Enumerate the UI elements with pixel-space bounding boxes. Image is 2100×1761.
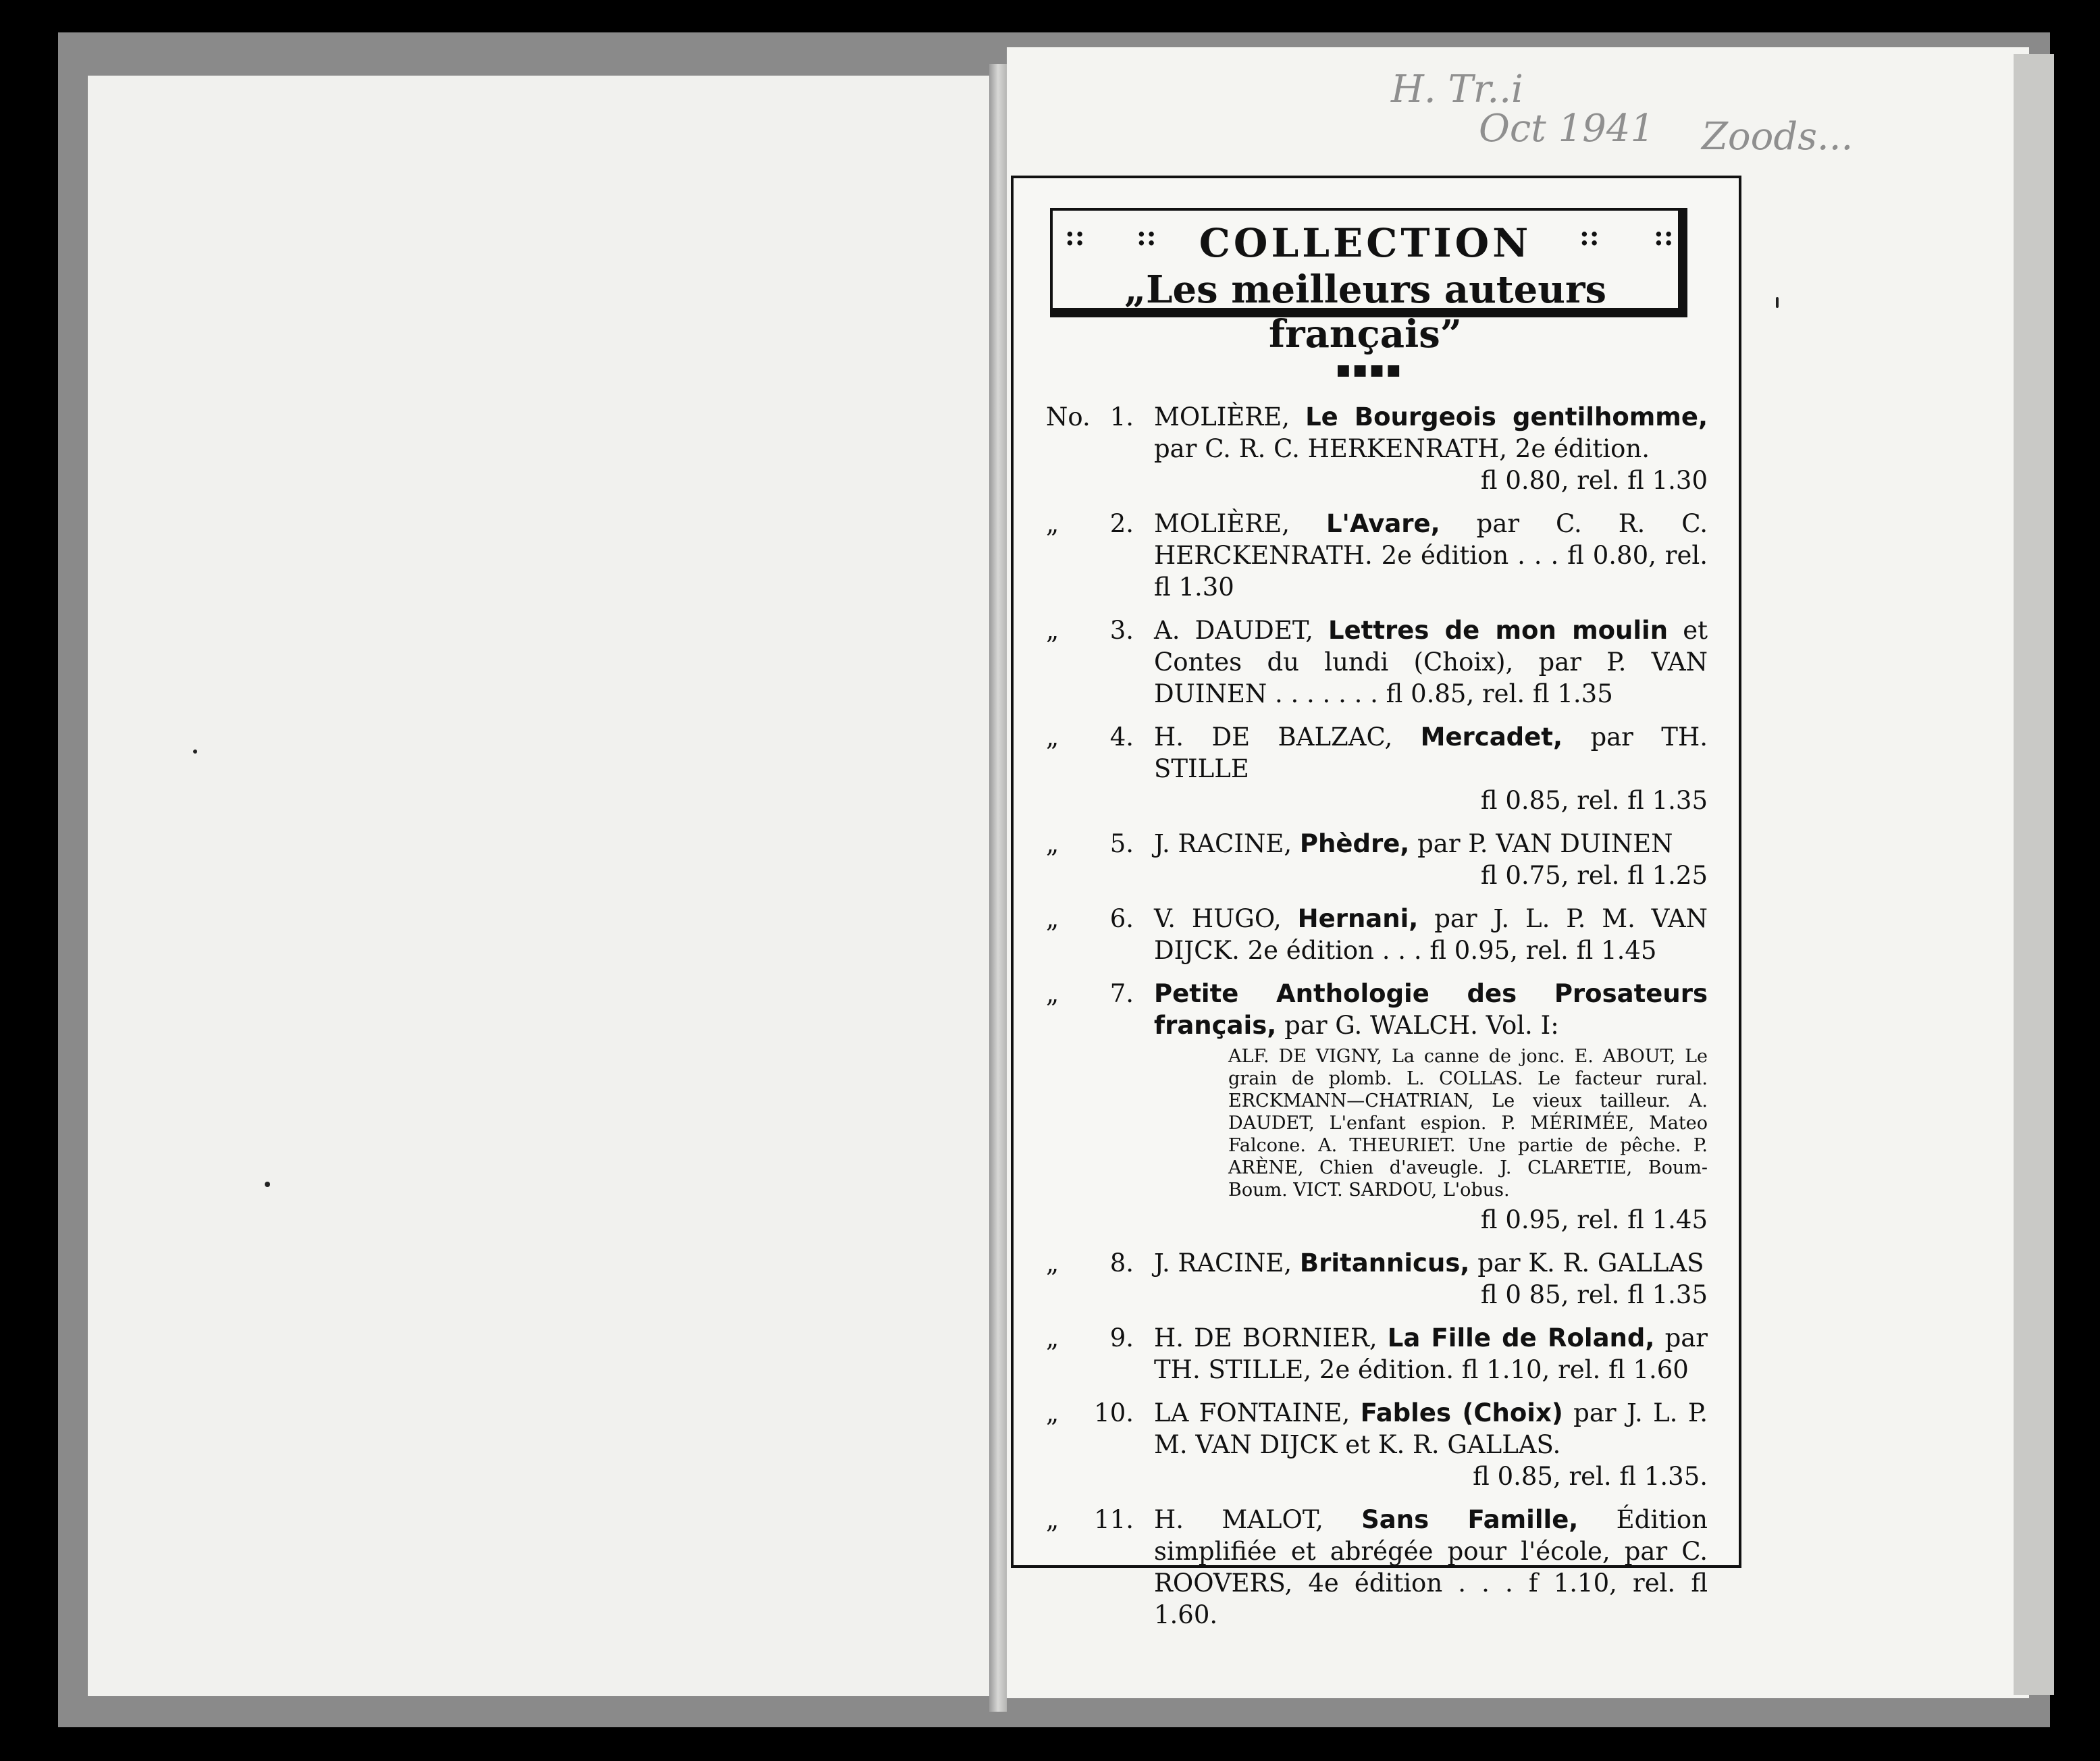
item-text	[1154, 401, 1708, 465]
item-number: 3.	[1109, 616, 1134, 645]
item-author: MOLIÈRE,	[1154, 509, 1290, 538]
item-price: fl 0.95, rel. fl 1.45	[1480, 1205, 1708, 1234]
item-author: LA FONTAINE,	[1154, 1398, 1350, 1427]
item-details: par TH. STILLE	[1154, 722, 1708, 783]
item-title: Phèdre,	[1299, 829, 1410, 858]
item-author: H. DE BORNIER,	[1154, 1323, 1377, 1352]
ornament-icon: ::	[1065, 220, 1085, 252]
item-details: par P. VAN DUINEN	[1417, 829, 1673, 858]
item-mark: „	[1046, 722, 1059, 752]
item-details: par C. R. C. HERCKENRATH. 2e édition . . . fl 0.80, rel. fl 1.30	[1154, 509, 1708, 602]
list-item	[1046, 903, 1708, 966]
collection-heading	[1053, 220, 1678, 265]
pencil-note-line1: H. Tr..i	[1391, 68, 1523, 111]
square-ornament: ■■■■	[1336, 362, 1404, 379]
item-author: MOLIÈRE,	[1154, 402, 1290, 431]
ornament-icon: ::	[1579, 220, 1600, 252]
item-mark: „	[1046, 1323, 1059, 1352]
item-details: par C. R. C. HERKENRATH, 2e édition.	[1154, 434, 1650, 463]
list-item	[1046, 1397, 1708, 1492]
item-title: Mercadet,	[1420, 722, 1563, 752]
pencil-note-line3: Zoods...	[1702, 115, 1854, 159]
item-number: 9.	[1109, 1323, 1134, 1352]
ornament-icon: ::	[1136, 220, 1157, 252]
item-author: A. DAUDET,	[1154, 616, 1313, 645]
item-text	[1154, 508, 1708, 603]
item-mark: „	[1046, 979, 1059, 1008]
item-body	[1154, 903, 1708, 966]
item-mark: „	[1046, 1505, 1059, 1534]
collection-subtitle: „Les meilleurs auteurs français”	[1124, 267, 1607, 357]
list-item	[1046, 1247, 1708, 1311]
item-price: fl 0.85, rel. fl 1.35	[1480, 786, 1708, 815]
item-text	[1154, 721, 1708, 785]
item-price: fl 0.85, rel. fl 1.35.	[1473, 1462, 1708, 1491]
left-blank-page	[88, 76, 989, 1696]
item-price: fl 0.75, rel. fl 1.25	[1480, 861, 1708, 890]
item-text	[1154, 828, 1708, 860]
item-body	[1154, 1397, 1708, 1492]
item-mark: „	[1046, 1249, 1059, 1278]
list-item	[1046, 721, 1708, 816]
dust-speck	[265, 1182, 270, 1187]
item-mark: „	[1046, 1398, 1059, 1427]
list-item	[1046, 1322, 1708, 1386]
pencil-note-line2: Oct 1941	[1479, 107, 1655, 151]
item-number: 6.	[1109, 904, 1134, 933]
list-item	[1046, 1504, 1708, 1631]
item-title: Britannicus,	[1299, 1249, 1470, 1278]
item-text	[1154, 1247, 1708, 1279]
item-number: 8.	[1109, 1249, 1134, 1278]
dust-speck	[193, 750, 197, 754]
list-item	[1046, 978, 1708, 1236]
item-title: Sans Famille,	[1361, 1505, 1579, 1534]
item-number: 7.	[1109, 979, 1134, 1008]
item-title: Fables (Choix)	[1360, 1398, 1563, 1427]
item-mark: „	[1046, 904, 1059, 933]
item-mark: „	[1046, 616, 1059, 645]
item-price: fl 0 85, rel. fl 1.35	[1480, 1280, 1708, 1309]
item-number: 5.	[1109, 829, 1134, 858]
item-text	[1154, 903, 1708, 966]
collection-advertisement	[1011, 176, 1741, 1629]
item-title: La Fille de Roland,	[1387, 1323, 1655, 1352]
item-details: Édition simplifiée et abrégée pour l'école, par C. ROOVERS, 4e édition . . . f 1.10, rel. fl 1.60.	[1154, 1505, 1708, 1629]
item-title: Lettres de mon moulin	[1328, 616, 1669, 645]
item-details: et Contes du lundi (Choix), par P. VAN DUINEN . . . . . . . fl 0.85, rel. fl 1.35	[1154, 616, 1708, 708]
item-mark: „	[1046, 509, 1059, 538]
list-item	[1046, 614, 1708, 710]
collection-word: COLLECTION	[1199, 220, 1532, 266]
item-title: L'Avare,	[1325, 509, 1440, 538]
item-author: V. HUGO,	[1154, 904, 1282, 933]
dust-speck	[1776, 297, 1779, 308]
item-body	[1154, 508, 1708, 603]
item-title: Hernani,	[1297, 904, 1419, 933]
collection-title-box	[1050, 208, 1687, 357]
item-text	[1154, 1397, 1708, 1461]
item-number: 1.	[1109, 402, 1134, 431]
item-mark: No.	[1046, 402, 1091, 431]
item-body	[1154, 1504, 1708, 1631]
item-number: 10.	[1094, 1398, 1134, 1427]
item-body	[1154, 978, 1708, 1236]
item-title: Petite Anthologie des Prosateurs français,	[1154, 979, 1708, 1040]
item-body	[1154, 721, 1708, 816]
ornament-icon: ::	[1654, 220, 1674, 252]
list-item	[1046, 828, 1708, 891]
page-edge	[2014, 54, 2054, 1695]
item-number: 11.	[1094, 1505, 1134, 1534]
book-list	[1046, 401, 1708, 1642]
item-price: fl 0.80, rel. fl 1.30	[1480, 466, 1708, 495]
item-body	[1154, 1322, 1708, 1386]
item-details: par J. L. P. M. VAN DIJCK. 2e édition . . . fl 0.95, rel. fl 1.45	[1154, 904, 1708, 965]
item-number: 2.	[1109, 509, 1134, 538]
list-item	[1046, 508, 1708, 603]
item-author: J. RACINE,	[1154, 829, 1292, 858]
item-author: H. DE BALZAC,	[1154, 722, 1393, 752]
item-mark: „	[1046, 829, 1059, 858]
item-text	[1154, 614, 1708, 710]
item-author: J. RACINE,	[1154, 1249, 1292, 1278]
item-details: par J. L. P. M. VAN DIJCK et K. R. GALLAS.	[1154, 1398, 1708, 1459]
item-details: par K. R. GALLAS	[1477, 1249, 1704, 1278]
item-details: par G. WALCH. Vol. I:	[1284, 1011, 1559, 1040]
item-text	[1154, 1504, 1708, 1631]
item-contents: ALF. DE VIGNY, La canne de jonc. E. ABOUT, Le grain de plomb. L. COLLAS. Le facteur rural. ERCKMANN—CHATRIAN, Le vieux tailleur. A. DAUDET, L'enfant espion. P. MÉRIMÉE, Mateo Falcone. A. THEURIET. Une partie de pêche. P. ARÈNE, Chien d'aveugle. J. CLARETIE, Boum-Boum. VICT. SARDOU, L'obus.	[1228, 1046, 1708, 1201]
item-body	[1154, 614, 1708, 710]
item-body	[1154, 401, 1708, 496]
item-details: par TH. STILLE, 2e édition. fl 1.10, rel. fl 1.60	[1154, 1323, 1708, 1384]
item-number: 4.	[1109, 722, 1134, 752]
book-gutter	[989, 64, 1007, 1712]
item-text	[1154, 978, 1708, 1041]
item-author: H. MALOT,	[1154, 1505, 1323, 1534]
item-body	[1154, 1247, 1708, 1311]
item-title: Le Bourgeois gentilhomme,	[1305, 402, 1708, 431]
item-text	[1154, 1322, 1708, 1386]
list-item	[1046, 401, 1708, 496]
item-body	[1154, 828, 1708, 891]
